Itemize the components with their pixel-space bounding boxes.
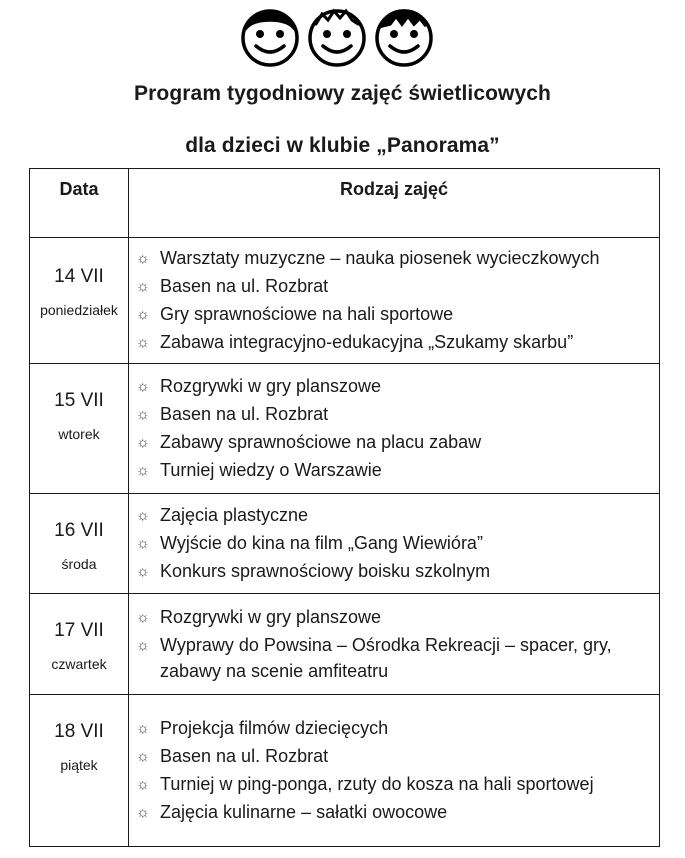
list-item (136, 502, 659, 530)
activity-text: Zabawa integracyjno-edukacyjna „Szukamy skarbu” (160, 331, 574, 352)
activity-list (129, 711, 659, 831)
smiley-faces-logo-icon (236, 4, 438, 68)
activity-text: Turniej w ping-ponga, rzuty do kosza na hali sportowej (160, 773, 594, 794)
sun-icon: ☼ (136, 747, 150, 765)
weekday-label: piątek (60, 757, 98, 773)
page-title: Program tygodniowy zajęć świetlicowych (134, 82, 551, 105)
date-cell (30, 494, 129, 594)
list-item (136, 373, 659, 401)
list-item (136, 245, 659, 273)
sun-icon: ☼ (136, 377, 150, 395)
smiley-face-icon (243, 11, 297, 65)
table-row (30, 494, 660, 594)
smiley-face-icon (377, 11, 431, 65)
table-row (30, 695, 660, 847)
activity-text: Wyprawy do Powsina – Ośrodka Rekreacji – spacer, gry, zabawy na scenie amfiteatru (160, 635, 612, 681)
activity-text: Warsztaty muzyczne – nauka piosenek wycieczkowych (160, 247, 600, 268)
sun-icon: ☼ (136, 803, 150, 821)
sun-icon: ☼ (136, 249, 150, 267)
activity-text: Rozgrywki w gry planszowe (160, 607, 382, 627)
list-item (136, 401, 659, 429)
activities-cell (129, 594, 660, 695)
list-item (136, 604, 659, 632)
list-item (136, 632, 659, 684)
activity-text: Wyjście do kina na film „Gang Wiewióra” (160, 532, 483, 553)
sun-icon: ☼ (136, 506, 150, 524)
activity-text: Basen na ul. Rozbrat (160, 275, 329, 296)
sun-icon: ☼ (136, 405, 150, 423)
date-label: 14 VII (54, 266, 104, 287)
date-cell (30, 695, 129, 847)
activity-text: Rozgrywki w gry planszowe (160, 375, 382, 396)
activity-list (129, 241, 659, 361)
activities-cell (129, 238, 660, 364)
weekday-label: środa (61, 556, 97, 572)
date-cell (30, 238, 129, 364)
page-subtitle: dla dzieci w klubie „Panorama” (185, 134, 500, 157)
weekday-label: wtorek (58, 426, 100, 442)
activity-text: Gry sprawnościowe na hali sportowe (160, 303, 454, 324)
column-header-date: Data (30, 169, 129, 238)
weekday-label: czwartek (51, 656, 107, 672)
list-item (136, 273, 659, 301)
date-label: 17 VII (54, 620, 104, 641)
activities-cell (129, 494, 660, 594)
sun-icon: ☼ (136, 719, 150, 737)
list-item (136, 799, 659, 827)
table-header-row (30, 169, 660, 238)
activity-text: Konkurs sprawnościowy boisku szkolnym (160, 560, 491, 581)
activity-list (129, 600, 659, 688)
sun-icon: ☼ (136, 461, 150, 479)
date-cell (30, 364, 129, 494)
activity-text: Basen na ul. Rozbrat (160, 403, 329, 424)
list-item (136, 743, 659, 771)
activity-text: Zabawy sprawnościowe na placu zabaw (160, 431, 482, 452)
list-item (136, 771, 659, 799)
sun-icon: ☼ (136, 277, 150, 295)
activity-text: Turniej wiedzy o Warszawie (160, 459, 382, 480)
list-item (136, 558, 659, 586)
date-label: 16 VII (54, 520, 104, 541)
activities-cell (129, 695, 660, 847)
column-header-activities: Rodzaj zajęć (129, 169, 660, 238)
list-item (136, 457, 659, 485)
sun-icon: ☼ (136, 433, 150, 451)
weekday-label: poniedziałek (40, 302, 118, 318)
date-label: 15 VII (54, 390, 104, 411)
activities-cell (129, 364, 660, 494)
sun-icon: ☼ (136, 562, 150, 580)
activity-list (129, 369, 659, 489)
activity-text: Basen na ul. Rozbrat (160, 745, 329, 766)
schedule-table (29, 168, 660, 847)
sun-icon: ☼ (136, 305, 150, 323)
list-item (136, 715, 659, 743)
smiley-face-icon (310, 11, 364, 65)
sun-icon: ☼ (136, 534, 150, 552)
table-row (30, 364, 660, 494)
list-item (136, 530, 659, 558)
list-item (136, 329, 659, 357)
activity-text: Zajęcia plastyczne (160, 504, 309, 525)
sun-icon: ☼ (136, 609, 150, 626)
activity-text: Zajęcia kulinarne – sałatki owocowe (160, 801, 448, 822)
activity-text: Projekcja filmów dziecięcych (160, 717, 389, 738)
sun-icon: ☼ (136, 637, 150, 654)
activity-list (129, 498, 659, 590)
list-item (136, 429, 659, 457)
table-row (30, 238, 660, 364)
sun-icon: ☼ (136, 775, 150, 793)
date-label: 18 VII (54, 721, 104, 742)
date-cell (30, 594, 129, 695)
sun-icon: ☼ (136, 333, 150, 351)
table-row (30, 594, 660, 695)
list-item (136, 301, 659, 329)
